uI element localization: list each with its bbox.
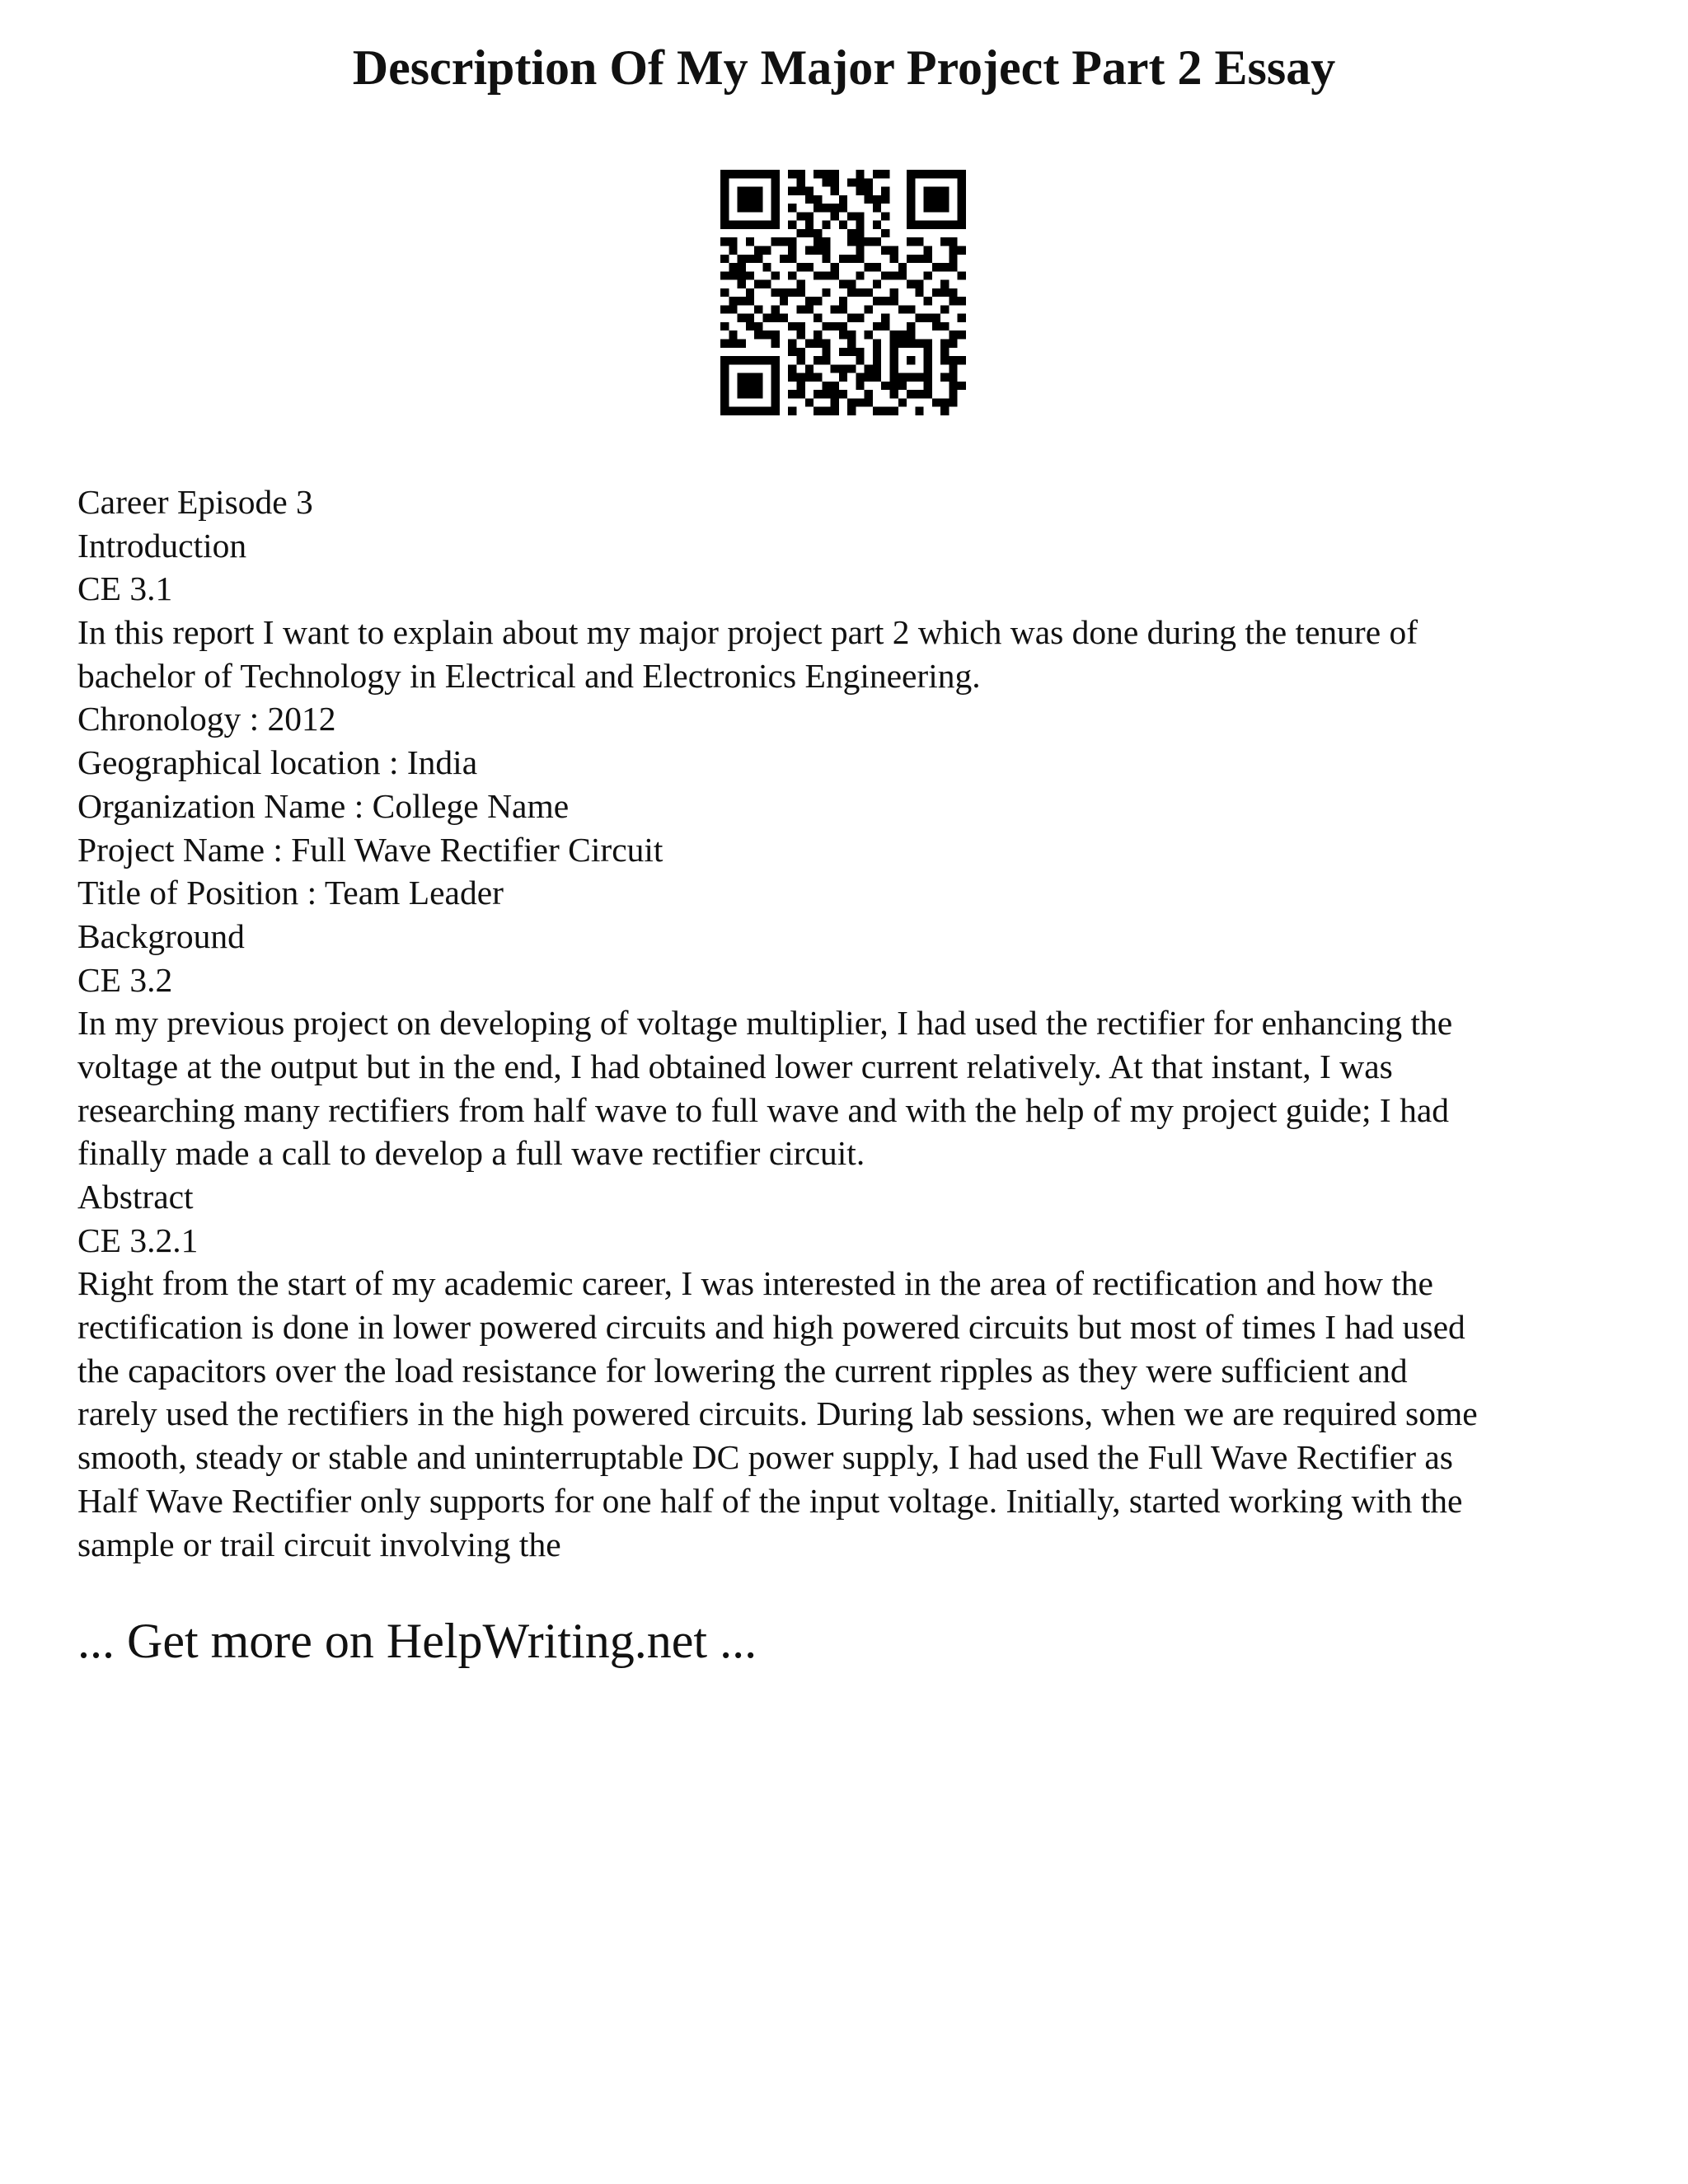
paragraph-line: smooth, steady or stable and uninterruptable DC power supply, I had used the Full Wave Rectifier as — [77, 1438, 1453, 1477]
detail-position: Title of Position : Team Leader — [77, 874, 504, 912]
get-more-link[interactable]: ... Get more on HelpWriting.net ... — [77, 1614, 757, 1668]
section-heading: Career Episode 3 — [77, 483, 313, 521]
detail-chronology: Chronology : 2012 — [77, 700, 336, 738]
section-number: CE 3.2 — [77, 960, 173, 999]
detail-organization: Organization Name : College Name — [77, 786, 570, 825]
paragraph-line: sample or trail circuit involving the — [77, 1525, 561, 1563]
paragraph-line: voltage at the output but in the end, I had obtained lower current relatively. At that instant, I was — [77, 1047, 1393, 1085]
detail-project-name: Project Name : Full Wave Rectifier Circuit — [77, 830, 663, 869]
paragraph-line: Right from the start of my academic career, I was interested in the area of rectification and how the — [77, 1264, 1433, 1303]
paragraph-line: rectification is done in lower powered circuits and high powered circuits but most of times I had used — [77, 1308, 1465, 1347]
paragraph-line: researching many rectifiers from half wave to full wave and with the help of my project guide; I had — [77, 1090, 1450, 1129]
section-number: CE 3.2.1 — [77, 1221, 199, 1259]
paragraph-line: finally made a call to develop a full wave rectifier circuit. — [77, 1134, 865, 1173]
essay-body — [77, 480, 1627, 1566]
section-heading: Abstract — [77, 1178, 194, 1216]
detail-location: Geographical location : India — [77, 743, 478, 782]
qr-code-icon — [720, 170, 966, 415]
paragraph-line: rarely used the rectifiers in the high powered circuits. During lab sessions, when we are required some — [77, 1394, 1478, 1433]
paragraph-line: the capacitors over the load resistance for lowering the current ripples as they were sufficient and — [77, 1351, 1408, 1390]
section-heading: Background — [77, 916, 245, 955]
section-number: CE 3.1 — [77, 569, 173, 608]
paragraph-line: In my previous project on developing of voltage multiplier, I had used the rectifier for enhancing the — [77, 1004, 1453, 1043]
document-title: Description Of My Major Project Part 2 Essay — [352, 40, 1336, 95]
paragraph-line: bachelor of Technology in Electrical and Electronics Engineering. — [77, 656, 981, 695]
paragraph-line: Half Wave Rectifier only supports for one half of the input voltage. Initially, started working with the — [77, 1481, 1463, 1520]
section-heading: Introduction — [77, 526, 247, 565]
paragraph-line: In this report I want to explain about my major project part 2 which was done during the tenure of — [77, 613, 1418, 652]
